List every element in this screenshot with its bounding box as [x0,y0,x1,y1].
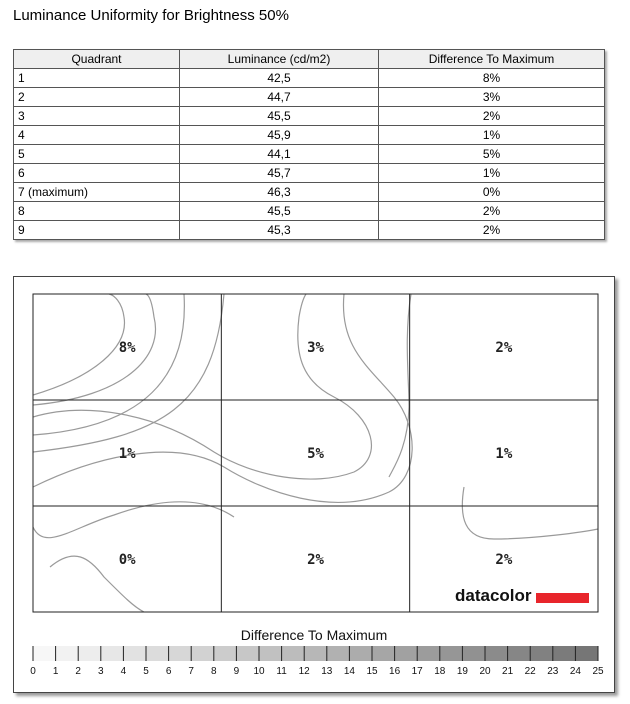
difference-cell: 0% [379,183,605,202]
quadrant-cell: 8 [14,202,180,221]
scale-segment [169,646,192,661]
scale-segment [259,646,282,661]
scale-segment [575,646,598,661]
luminance-cell: 45,3 [180,221,379,240]
page-title: Luminance Uniformity for Brightness 50% [13,7,289,24]
difference-cell: 3% [379,88,605,107]
column-header: Quadrant [14,50,180,69]
scale-tick-label: 14 [343,666,355,677]
scale-tick-label: 20 [479,666,491,677]
scale-tick-label: 13 [321,666,333,677]
scale-tick-label: 24 [569,666,581,677]
difference-cell: 1% [379,164,605,183]
cell-value-label: 2% [307,552,324,568]
table-row [14,69,605,88]
scale-segment [236,646,259,661]
scale-tick-label: 12 [298,666,310,677]
luminance-cell: 45,5 [180,107,379,126]
scale-tick-label: 3 [98,666,104,677]
contour-line [33,502,234,538]
contour-line [33,294,184,435]
scale-segment [33,646,56,661]
scale-tick-label: 8 [211,666,217,677]
table-row [14,145,605,164]
scale-segment [101,646,124,661]
contour-line [462,487,598,539]
scale-segment [553,646,576,661]
scale-tick-label: 6 [165,666,172,677]
difference-cell: 8% [379,69,605,88]
scale-segment [485,646,508,661]
scale-segment [462,646,485,661]
luminance-cell: 45,7 [180,164,379,183]
quadrant-cell: 7 (maximum) [14,183,180,202]
difference-cell: 2% [379,107,605,126]
scale-tick-label: 22 [524,666,536,677]
scale-tick-label: 9 [233,666,240,677]
cell-value-label: 8% [118,340,136,356]
quadrant-cell: 4 [14,126,180,145]
scale-segment [304,646,327,661]
scale-segment [508,646,531,661]
scale-tick-label: 18 [434,666,446,677]
luminance-cell: 42,5 [180,69,379,88]
scale-segment [78,646,101,661]
luminance-cell: 45,5 [180,202,379,221]
cell-value-label: 1% [495,446,513,462]
table-row [14,164,605,183]
scale-tick-label: 4 [120,666,127,677]
difference-cell: 2% [379,221,605,240]
scale-tick-label: 21 [502,666,514,677]
table-row [14,107,605,126]
scale-segment [372,646,395,661]
uniformity-heatmap [14,277,614,692]
cell-value-label: 2% [495,552,513,568]
contour-line [389,294,411,477]
table-row [14,202,605,221]
scale-segment [191,646,214,661]
datacolor-logo: datacolor [455,586,532,605]
scale-tick-label: 23 [547,666,559,677]
scale-segment [395,646,418,661]
luminance-cell: 46,3 [180,183,379,202]
scale-tick-label: 19 [456,666,468,677]
table-row [14,221,605,240]
quadrant-cell: 6 [14,164,180,183]
table-row [14,126,605,145]
table-row [14,183,605,202]
scale-title: Difference To Maximum [240,627,388,643]
cell-value-label: 0% [118,552,136,568]
cell-value-label: 3% [307,340,324,356]
luminance-cell: 44,1 [180,145,379,164]
scale-tick-label: 16 [389,666,401,677]
scale-segment [440,646,463,661]
luminance-cell: 45,9 [180,126,379,145]
luminance-cell: 44,7 [180,88,379,107]
difference-cell: 2% [379,202,605,221]
quadrant-cell: 9 [14,221,180,240]
scale-segment [56,646,79,661]
scale-segment [530,646,553,661]
luminance-table [13,49,605,240]
scale-tick-label: 10 [253,666,265,677]
quadrant-cell: 3 [14,107,180,126]
scale-segment [214,646,237,661]
column-header: Difference To Maximum [379,50,605,69]
logo-red-bar [536,593,589,603]
scale-tick-label: 5 [143,666,149,677]
cell-value-label: 5% [307,446,324,462]
contour-line [33,294,224,452]
difference-cell: 1% [379,126,605,145]
scale-segment [327,646,350,661]
quadrant-cell: 1 [14,69,180,88]
scale-tick-label: 7 [188,666,194,677]
cell-value-label: 1% [118,446,136,462]
scale-tick-label: 1 [52,666,59,677]
scale-tick-label: 2 [75,666,81,677]
scale-tick-label: 25 [592,666,604,677]
scale-segment [349,646,372,661]
scale-tick-label: 11 [276,666,287,677]
difference-cell: 5% [379,145,605,164]
scale-tick-label: 17 [411,666,423,677]
scale-segment [417,646,440,661]
contour-line [33,294,124,395]
uniformity-chart-panel [13,276,615,693]
scale-segment [146,646,169,661]
scale-tick-label: 15 [366,666,378,677]
scale-tick-label: 0 [30,666,36,677]
table-header-row [14,50,605,69]
quadrant-cell: 5 [14,145,180,164]
scale-segment [282,646,305,661]
column-header: Luminance (cd/m2) [180,50,379,69]
scale-segment [123,646,146,661]
quadrant-cell: 2 [14,88,180,107]
cell-value-label: 2% [495,340,513,356]
table-row [14,88,605,107]
